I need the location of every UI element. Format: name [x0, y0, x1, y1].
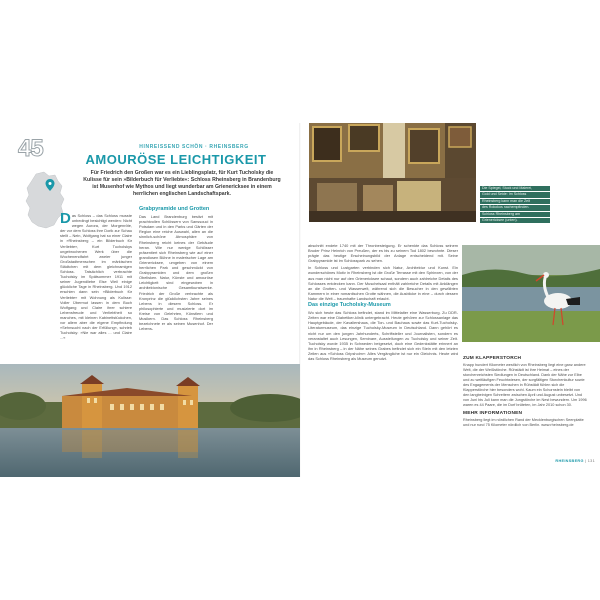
- interior-caption: [480, 186, 550, 224]
- page-footer: [520, 459, 595, 463]
- caption-line: des Rokokos nachempfinden.: [480, 205, 550, 210]
- footer-separator: |: [585, 459, 588, 463]
- text-column-1: [60, 210, 132, 363]
- column3-paragraph-1: abschnitt endete 1740 mit der Thronbesteigung. Er schenkte das Schloss seinem Bruder Prinz Heinrich von Preußen, der es bis zu seinem Tod 1802 bewohnte. Dieser prägte das heutige Erscheinungsbild der Anlage entscheidend mit. Seine Grabpyramide ist im Schlosspark zu sehen.: [308, 243, 458, 264]
- caption-line: Grienericksee (unten).: [480, 218, 550, 223]
- subhead-tucholsky-museum: Das einzige Tucholsky-Museum: [308, 302, 391, 309]
- column3-paragraph-2: In Schloss und Lustgarten verbinden sich Natur, Architektur und Kunst. Ein wunderschönes Motiv in Rheinsberg ist die Große Terrasse mit den Sphinxen, von der aus man nicht nur auf den Grienericksee schaut, sondern auch zahlreiche Details des Schlosses entdecken kann. Der Muschelsaal enthält zahlreiche Details mit Anklängen an die Grotten- und Wasserwelt, während sich die Besucher in den gewölbten Kammern in einer romantischen Grotte wähnen, die Ausblicke in eine – durch dessen Natur die Welt – traumhafte Landschaft erlaubt.: [308, 265, 458, 301]
- article-title: AMOURÖSE LEICHTIGKEIT: [85, 152, 267, 167]
- caption-line: Die Spiegel, Stuck und Malerei,: [480, 186, 550, 191]
- stork-illustration: [462, 245, 600, 342]
- column3-paragraph-3: Wo sich heute das Schloss befindet, stand im Mittelalter eine Wasserburg. Zu DDR-Zeiten war eine Diabetiker-klinik untergebracht. Heute gehören zur Schlossanlage das Hauptgebäude, der Kavaliershaus, die Ton- und Bauhaus sowie das Kurt-Tucholsky-Literaturmuseum, das einzige Tucholsky-Museum in Deutschland. Dann gehört es nicht nur um den jungen Jahrhunderts, Schriftsteller und Journalisten, sondern es veranstaltet auch Lesungen, Seminare, Ausstellungen zu Tucholsky und seiner Zeit. Tucholsky wurde 1935 in Schweden beigesetzt, doch eine Gedenkstätte erinnert an ihn in Rheinsberg – in der Nähe seines Grabes befindet sich ein Stein mit den letzten Zeilen aus »Schloss Gripsholm«: Alles Vergängliche ist nur ein Gleichnis. Heute wird das Schloss Rheinsberg als Museum genutzt.: [308, 310, 458, 361]
- interior-photo: [309, 123, 476, 222]
- column1-paragraph: as Schloss – das Schloss musste unbedingt besichtigt werden: Nicht wegen Aurora, der Morgenröte, der vor dem Schloss ihre Dorik zur Schau stellt – Nein, Wolfgang hat so einer Claire in »Rheinsberg – ein Bilderbuch für Verliebte«, Kurt Tucholskys ungebrochenen Werk über die Wochenendfahrt zweier junger Großstadtmenschen im märkischen Städtchen mit dem gleichnamigen Schloss. Tatsächlich verbrachte Tucholsky im Spätsommer 1911 mit seiner Jugendliebe Else Weil einige glückliche Tage in Rheinsberg. Und 1912 erschien dann sein »Bilderbuch für Verliebte« mit Wohnung als Kulisse: Voller Übermut lassen in dem Buch Wolfgang und Claire ihrer schiere Lebensfreude und Verliebtheit so manches, mit kleinen Kabinettstückchen, vor allem aber die eigene Empfindung »Sehnsucht nach der Erfüllung«, schrieb Tucholsky: »Nie war alles ... und Claire ...«: [60, 213, 132, 341]
- subhead-grabpyramide: Grabpyramide und Grotten: [139, 206, 210, 212]
- sidebar-title-info: MEHR INFORMATIONEN: [463, 411, 523, 416]
- caption-line: Gold und Seide: Im Schloss: [480, 192, 550, 197]
- footer-label: RHEINSBERG: [555, 459, 584, 463]
- stork-photo: [462, 245, 600, 342]
- sidebar-title-storch: ZUM KLAPPERSTORCH: [463, 356, 522, 361]
- footer-page-number: 131: [587, 459, 595, 463]
- interior-illustration: [309, 123, 476, 222]
- castle-photo: [0, 364, 300, 477]
- text-column-3: [308, 243, 458, 468]
- chapter-number: 45: [18, 135, 43, 162]
- caption-line: Rheinsberg kann man die Zeit: [480, 199, 550, 204]
- drop-cap: D: [60, 210, 71, 227]
- section-kicker: HINREISSEND SCHÖN · RHEINSBERG: [139, 144, 249, 150]
- magazine-spread: [0, 123, 600, 477]
- castle-illustration: [0, 364, 300, 477]
- sidebar-paragraph-2: Rheinsberg liegt im nördlichen Rand der Mecklenburgischen Seenplatte und nur rund 75 Kilometer nördlich von Berlin. www.rheinsberg.de: [463, 418, 584, 427]
- column2-paragraph: Das Land Brandenburg besitzt mit prachtvollen Schlössern von Sanssouci in Potsdam und in den Parks und Gärten der Region eine reiche Auswahl, allen an die sinnlich-schöne Atmosphäre von Rheinsberg reicht keines der Gebäude heran. Wie nur wenige Schlösser präsentiert sich Rheinsberg wie auf einer grandiosen Bühne in malerischer Lage am Grienericksee, umgeben von einem herrlichen Park und geschmückt von Grabpyramiden und dem großen Obelisken. Natur, Künste und amouröse Leichtigkeit sind eingewoben in architektonische Gesamtkunstwerke. Friedrich der Große verbrachte als Kronprinz die glücklichsten Jahre seines Lebens in diesem Schloss. Er philosophierte und musizierte dort im Kreise von Gelehrten, Künstlern und Musikern. Das Schloss Rheinsberg bezeichnete er als seinen Musenhof. Der Lebens-: [139, 214, 213, 332]
- caption-line: Schloss Rheinsberg am: [480, 212, 550, 217]
- text-column-2: [139, 207, 213, 357]
- sidebar-paragraph-1: Knapp hundert Kilometer westlich von Rheinsberg liegt eine ganz andere Welt, die der Weißstörche. Rühstädt ist ihre Heimat – eines der storchenreichsten Siedlungen in Deutschland. Dank der Nähe zur Elbe und zu weitläufigen Feuchtwiesen, der sorgfältigen Storchenkultur sowie des Engagements der Menschen in Rühstädt fühlen sich die Klapperstörche hier besonders wohl. Kaum ein Schornstein bleibt von den langbeinigen Schreitern zwischen April und August unbesetzt. Und von Juni bis Juli kann man die Jungstörche im Nest bewundern. Um 1996 waren es 44 Paare, die im Dorf brüteten, im Jahr 2010 schon 30.: [463, 363, 587, 407]
- sidebar-box: [463, 356, 587, 431]
- article-intro: Für Friedrich den Großen war es ein Lieblingsplatz, für Kurt Tucholsky die Kulisse für sein »Bilderbuch für Verliebte«: Schloss Rheinsberg in Brandenburg ist Musenhof wie Mythos und liegt wunderbar am Grienericksee in einem herrlichen englischen Landschaftspark.: [83, 170, 281, 197]
